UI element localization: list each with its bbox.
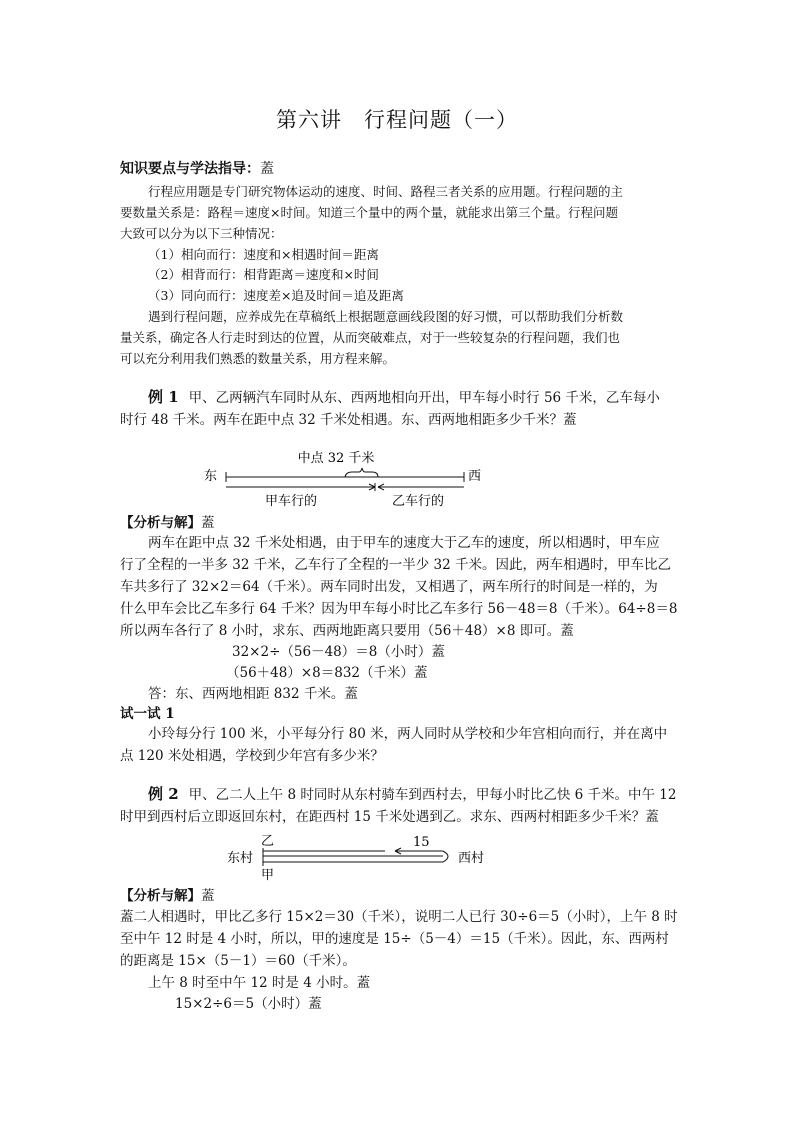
example2-analysis-heading: 【分析与解】蓋 — [120, 888, 215, 904]
example1-diagram — [200, 445, 500, 515]
knowledge-case: （2）相背而行：相背距离＝速度和×时间 — [148, 267, 379, 282]
diagram-right-label: 西 — [468, 469, 482, 484]
knowledge-case: （1）相向而行：速度和×相遇时间＝距离 — [148, 247, 379, 262]
knowledge-line: 可以充分利用我们熟悉的数量关系，用方程来解。 — [120, 351, 396, 366]
page-title: 第六讲 行程问题（一） — [276, 108, 518, 132]
example1-analysis-heading: 【分析与解】蓋 — [120, 515, 215, 531]
try1-line: 点 120 米处相遇，学校到少年宫有多少米？ — [120, 748, 384, 764]
knowledge-line: 行程应用题是专门研究物体运动的速度、时间、路程三者关系的应用题。行程问题的主 — [148, 184, 624, 199]
example2-diagram — [225, 832, 495, 884]
example2-analysis-line: 蓋二人相遇时，甲比乙多行 15×2＝30（千米），说明二人已行 30÷6＝5（小时），上午 8 时 — [120, 909, 678, 925]
diagram-bottom-left: 甲车行的 — [264, 494, 318, 509]
example1-answer: 答：东、西两地相距 832 千米。蓋 — [148, 686, 358, 702]
example1-analysis-line: 两车在距中点 32 千米处相遇，由于甲车的速度大于乙车的速度，所以相遇时，甲车应 — [148, 535, 660, 551]
knowledge-case: （3）同向而行：速度差×追及时间＝追及距离 — [148, 288, 404, 303]
diagram-left-label: 东 — [203, 469, 217, 484]
example2-line: 时甲到西村后立即返回东村，在距西村 15 千米处遇到乙。求东、西两村相距多少千米？蓋 — [120, 809, 659, 825]
knowledge-line: 大致可以分为以下三种情况： — [120, 226, 283, 241]
diagram-right-label: 西村 — [458, 851, 485, 866]
example1-formula: 32×2÷（56－48）＝8（小时）蓋 — [232, 644, 445, 660]
knowledge-line: 遇到行程问题，应养成先在草稿纸上根据题意画线段图的好习惯，可以帮助我们分析数 — [148, 309, 624, 324]
diagram-yi-label: 乙 — [261, 834, 275, 849]
example2-step: 上午 8 时至中午 12 时是 4 小时。蓋 — [148, 975, 371, 991]
example2-step: 15×2÷6＝5（小时）蓋 — [175, 996, 322, 1012]
example2-analysis-line: 的距离是 15×（5－1）＝60（千米）。 — [120, 953, 356, 969]
knowledge-line: 量关系，确定各人行走时到达的位置，从而突破难点，对于一些较复杂的行程问题，我们也 — [120, 330, 621, 345]
diagram-top-label: 中点 32 千米 — [297, 451, 375, 466]
example1-formula: （56＋48）×8＝832（千米）蓋 — [226, 665, 428, 681]
knowledge-mark: 蓋 — [260, 161, 274, 177]
example1-analysis-line: 行了全程的一半多 32 千米，乙车行了全程的一半少 32 千米。因此，两车相遇时，甲车比乙 — [120, 557, 672, 573]
example2-analysis-line: 至中午 12 时是 4 小时，所以，甲的速度是 15÷（5－4）＝15（千米）。因此，东、西两村 — [120, 931, 669, 947]
diagram-left-label: 东村 — [227, 851, 254, 866]
example1-line: 时行 48 千米。两车在距中点 32 千米处相遇。东、西两地相距多少千米？蓋 — [120, 412, 577, 428]
knowledge-heading: 知识要点与学法指导： — [120, 161, 260, 177]
knowledge-line: 要数量关系是：路程＝速度×时间。知道三个量中的两个量，就能求出第三个量。行程问题 — [120, 205, 618, 220]
try1-heading: 试一试 1 — [120, 706, 175, 722]
diagram-jia-label: 甲 — [261, 868, 275, 883]
example1-analysis-line: 车共多行了 32×2＝64（千米）。两车同时出发，又相遇了，两车所行的时间是一样的，为 — [120, 579, 658, 595]
diagram-bottom-right: 乙车行的 — [391, 494, 445, 509]
example2-line: 例 2 甲、乙二人上午 8 时同时从东村骑车到西村去，甲每小时比乙快 6 千米。中午 12 — [148, 785, 677, 803]
diagram-15-label: 15 — [413, 835, 430, 850]
try1-line: 小玲每分行 100 米，小平每分行 80 米，两人同时从学校和少年宫相向而行，并在离中 — [148, 726, 668, 742]
example2-label: 例 2 — [148, 785, 179, 803]
knowledge-heading-row — [120, 160, 274, 178]
example1-analysis-line: 所以两车各行了 8 小时，求东、西两地距离只要用（56＋48）×8 即可。蓋 — [120, 623, 574, 639]
example1-analysis-line: 什么甲车会比乙车多行 64 千米？因为甲车每小时比乙车多行 56－48＝8（千米）。64÷8＝8 — [120, 601, 678, 617]
example1-label: 例 1 — [148, 388, 179, 406]
example1-line: 例 1 甲、乙两辆汽车同时从东、西两地相向开出，甲车每小时行 56 千米，乙车每小 — [148, 388, 660, 406]
